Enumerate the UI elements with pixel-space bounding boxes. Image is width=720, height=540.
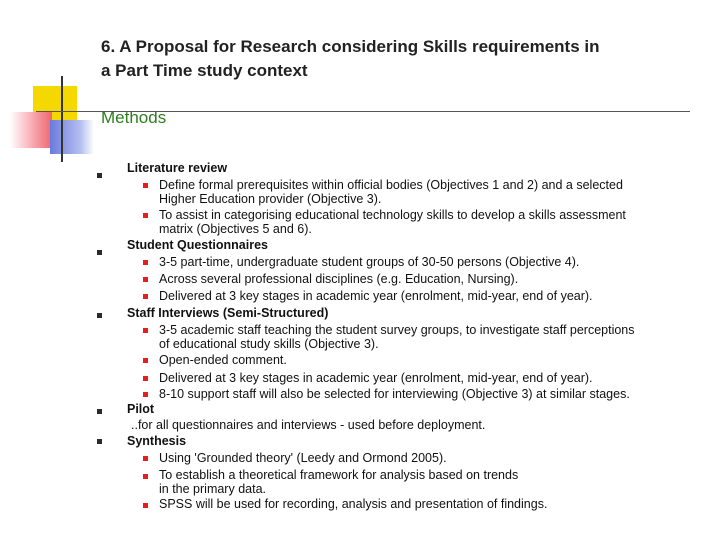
sub-bullet xyxy=(143,294,148,299)
pilot-text: ..for all questionnaires and interviews - used before deployment. xyxy=(131,418,486,432)
list-item-text: Delivered at 3 key stages in academic year (enrolment, mid-year, end of year). xyxy=(159,371,593,385)
slide-title-line-1: 6. A Proposal for Research considering Skills requirements in xyxy=(101,37,600,56)
list-item-text: 3-5 part-time, undergraduate student groups of 30-50 persons (Objective 4). xyxy=(159,255,580,269)
section-heading-interviews: Staff Interviews (Semi-Structured) xyxy=(127,306,329,320)
sub-bullet xyxy=(143,183,148,188)
list-item-text: Using 'Grounded theory' (Leedy and Ormond 2005). xyxy=(159,451,447,465)
sub-bullet xyxy=(143,376,148,381)
sub-bullet xyxy=(143,358,148,363)
list-item-text-cont: matrix (Objectives 5 and 6). xyxy=(159,222,312,236)
section-bullet xyxy=(97,439,102,444)
section-bullet xyxy=(97,409,102,414)
section-heading-pilot: Pilot xyxy=(127,402,155,416)
sub-bullet xyxy=(143,456,148,461)
section-heading-synthesis: Synthesis xyxy=(127,434,187,448)
section-bullet xyxy=(97,313,102,318)
sub-bullet xyxy=(143,260,148,265)
decorative-red-square xyxy=(10,112,52,148)
list-item-text: To establish a theoretical framework for analysis based on trends xyxy=(159,468,519,482)
decorative-blue-square xyxy=(50,120,94,154)
section-heading-literature: Literature review xyxy=(127,161,228,175)
list-item-text: To assist in categorising educational technology skills to develop a skills assessment xyxy=(159,208,626,222)
sub-bullet xyxy=(143,474,148,479)
list-item-text-cont: Higher Education provider (Objective 3). xyxy=(159,192,382,206)
list-item-text: Define formal prerequisites within official bodies (Objectives 1 and 2) and a selected xyxy=(159,178,623,192)
sub-bullet xyxy=(143,503,148,508)
sub-bullet xyxy=(143,277,148,282)
section-bullet xyxy=(97,250,102,255)
list-item-text-cont: in the primary data. xyxy=(159,482,266,496)
sub-bullet xyxy=(143,213,148,218)
section-heading-questionnaires: Student Questionnaires xyxy=(127,238,268,252)
slide-subtitle: Methods xyxy=(101,108,167,127)
sub-bullet xyxy=(143,328,148,333)
list-item-text: Open-ended comment. xyxy=(159,353,287,367)
sub-bullet xyxy=(143,392,148,397)
list-item-text: 8-10 support staff will also be selected for interviewing (Objective 3) at similar stages. xyxy=(159,387,630,401)
list-item-text: 3-5 academic staff teaching the student survey groups, to investigate staff perceptions xyxy=(159,323,635,337)
list-item-text: Delivered at 3 key stages in academic year (enrolment, mid-year, end of year). xyxy=(159,289,593,303)
list-item-text: SPSS will be used for recording, analysis and presentation of findings. xyxy=(159,497,548,511)
slide-title-line-2: a Part Time study context xyxy=(101,61,308,80)
list-item-text-cont: of educational study skills (Objective 3). xyxy=(159,337,379,351)
list-item-text: Across several professional disciplines (e.g. Education, Nursing). xyxy=(159,272,519,286)
section-bullet xyxy=(97,173,102,178)
decorative-vertical-line xyxy=(61,76,63,162)
slide-title xyxy=(101,35,701,83)
